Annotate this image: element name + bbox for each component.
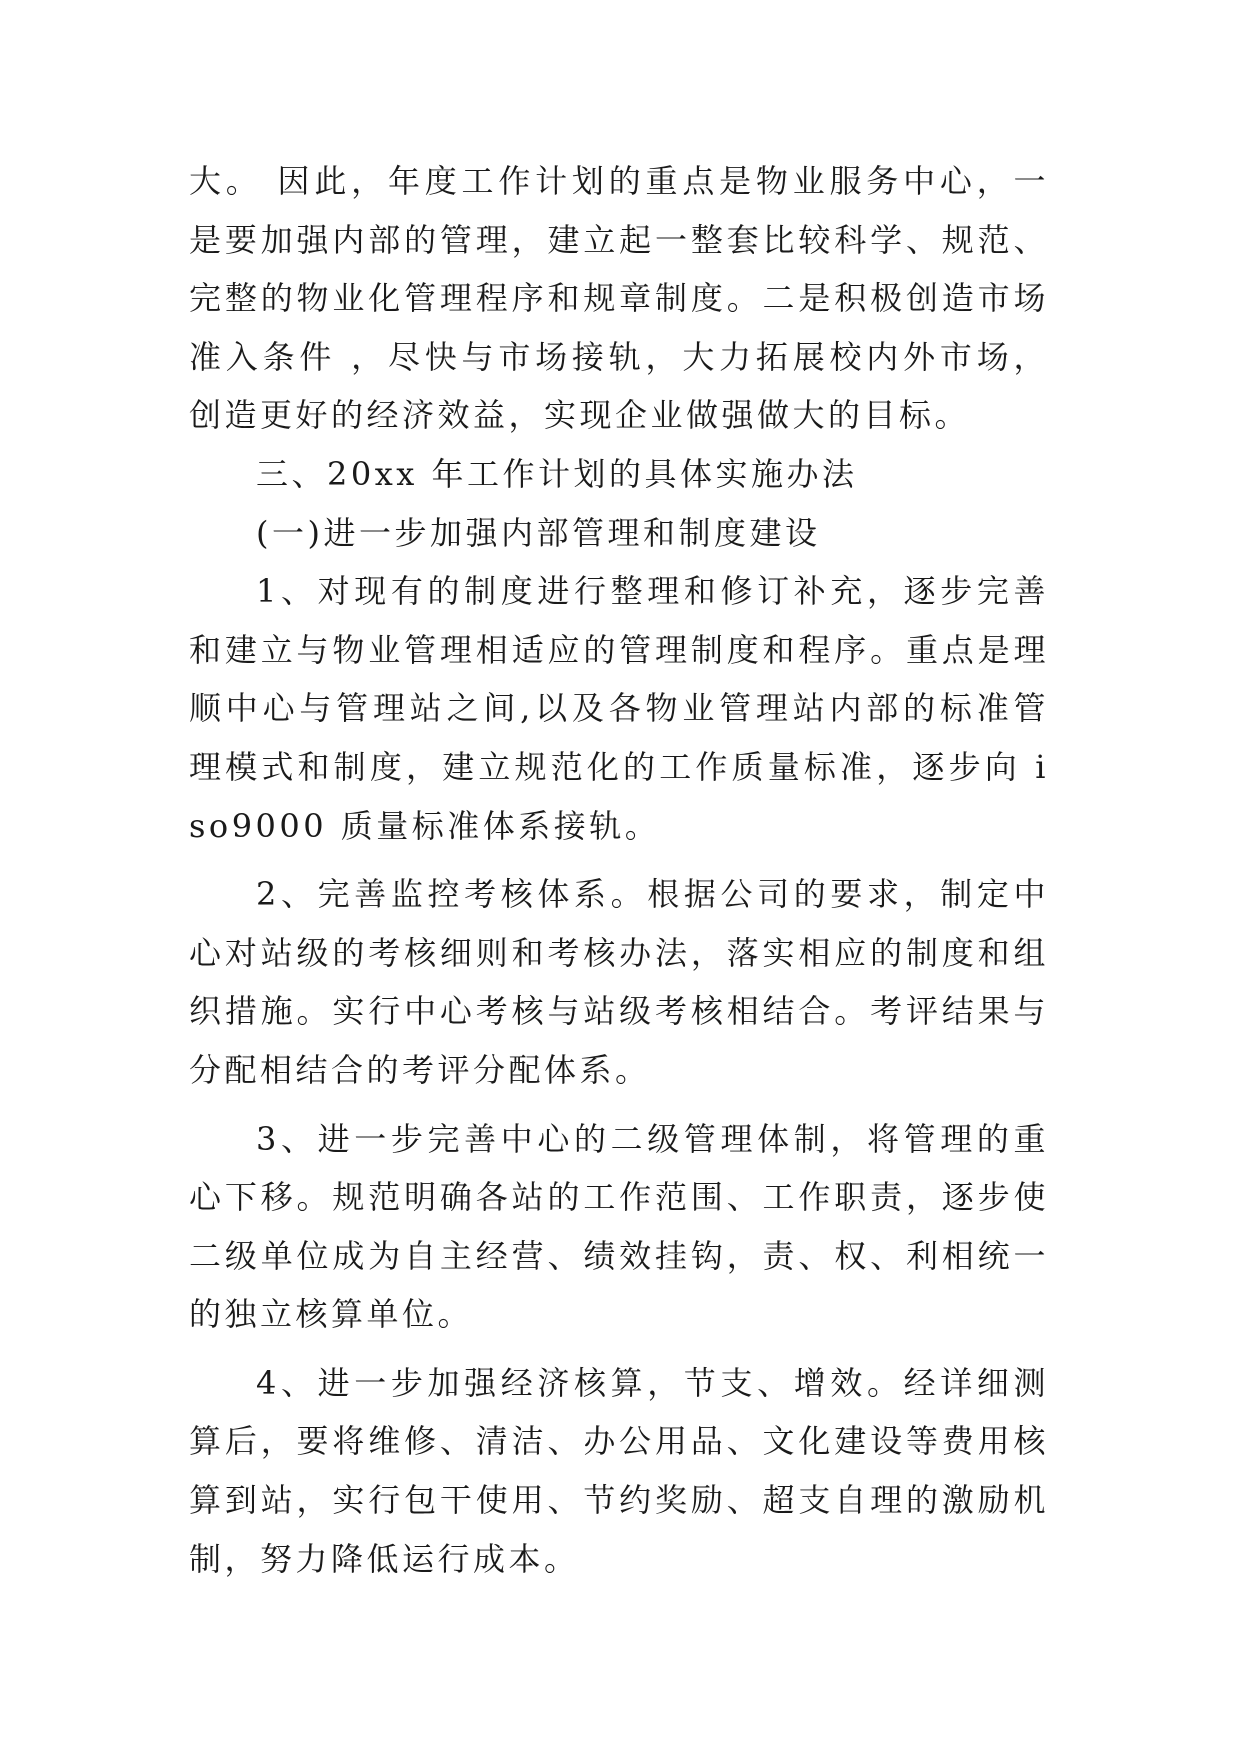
paragraph-continuation: 大。 因此，年度工作计划的重点是物业服务中心，一是要加强内部的管理，建立起一整套比较科学、规范、完整的物业化管理程序和规章制度。二是积极创造市场准入条件 ，尽快与市场接轨，大力拓展校内外市场，创造更好的经济效益，实现企业做强做大的目标。 <box>189 162 1049 435</box>
section-heading: 三、20xx 年工作计划的具体实施办法 <box>256 454 858 493</box>
paragraph-item-3: 3、进一步完善中心的二级管理体制，将管理的重心下移。规范明确各站的工作范围、工作职责，逐步使二级单位成为自主经营、绩效挂钩，责、权、利相统一的独立核算单位。 <box>189 1119 1049 1334</box>
document-body <box>189 152 1049 1588</box>
paragraph-item-2: 2、完善监控考核体系。根据公司的要求，制定中心对站级的考核细则和考核办法，落实相应的制度和组织措施。实行中心考核与站级考核相结合。考评结果与分配相结合的考评分配体系。 <box>189 875 1049 1089</box>
paragraph-item-4: 4、进一步加强经济核算，节支、增效。经详细测算后，要将维修、清洁、办公用品、文化建设等费用核算到站，实行包干使用、节约奖励、超支自理的激励机制，努力降低运行成本。 <box>189 1363 1049 1578</box>
paragraph-item-1: 1、对现有的制度进行整理和修订补充，逐步完善和建立与物业管理相适应的管理制度和程序。重点是理顺中心与管理站之间,以及各物业管理站内部的标准管理模式和制度，建立规范化的工作质量标准，逐步向 iso9000 质量标准体系接轨。 <box>189 572 1049 845</box>
subsection-heading: (一)进一步加强内部管理和制度建设 <box>256 513 821 552</box>
